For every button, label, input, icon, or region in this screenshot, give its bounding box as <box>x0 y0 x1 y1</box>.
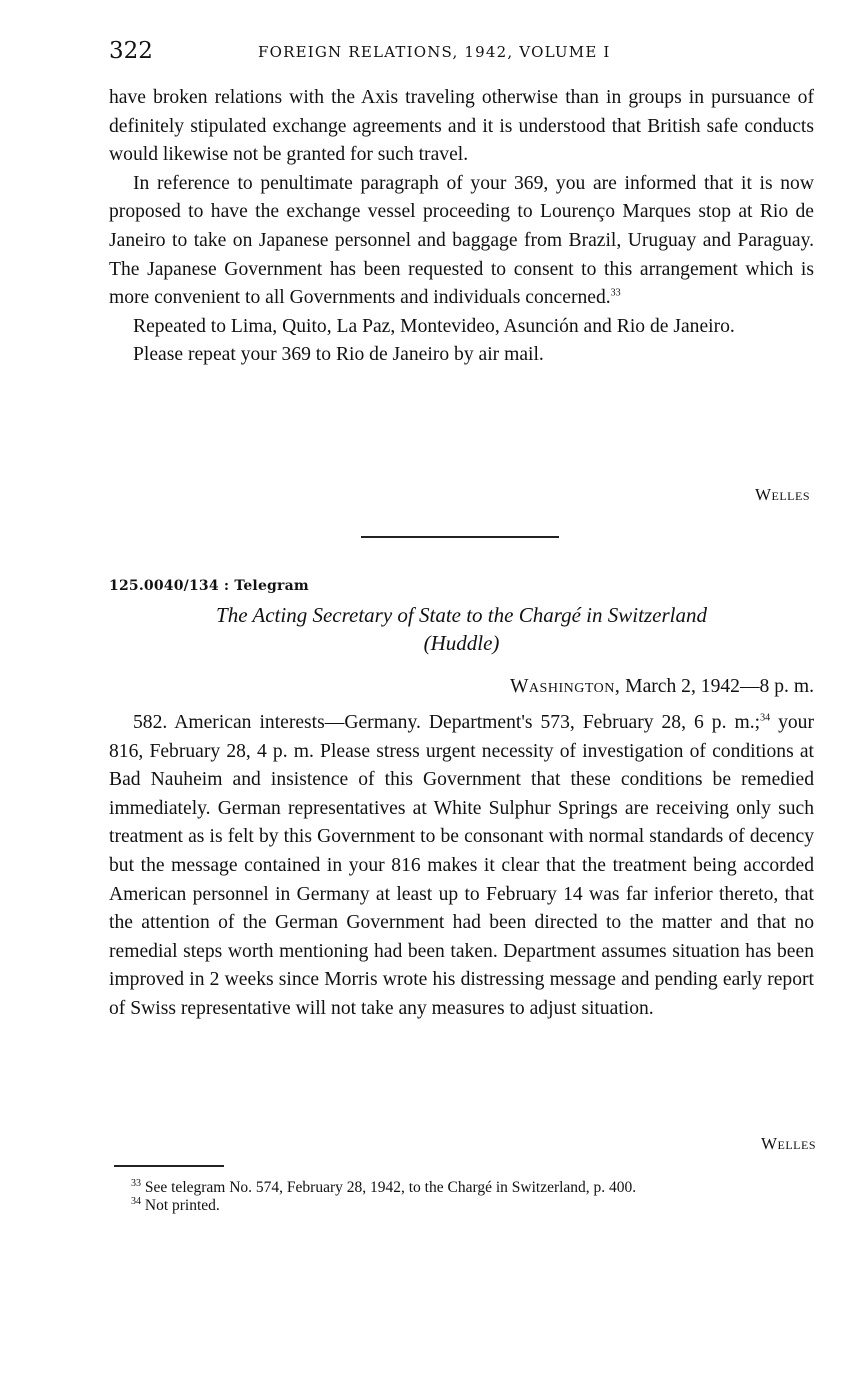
doc2-paragraph-1-start: 582. American interests—Germany. Department's 573, February 28, 6 p. m.; <box>133 712 761 733</box>
footnote-marker: 34 <box>131 1195 141 1207</box>
page-header <box>109 38 814 70</box>
doc2-paragraph-1-rest: your 816, February 28, 4 p. m. Please stress urgent necessity of investigation of conditions at Bad Nauheim and insistence of this Government that these conditions be remedied immediately. German representatives at White Sulphur Springs are receiving only such treatment as is felt by this Government to be consonant with normal standards of decency but the message contained in your 816 makes it clear that the treatment being accorded American personnel in Germany at least up to February 14 was far inferior thereto, that the attention of the German Government had been directed to the matter and that no remedial steps worth mentioning had been taken. Department assumes situation has been improved in 2 weeks since Morris wrote his distressing message and pending early report of Swiss representative will not take any measures to adjust situation. <box>109 712 814 1019</box>
footnote-divider <box>114 1165 224 1167</box>
doc1-paragraph-4: Please repeat your 369 to Rio de Janeiro by air mail. <box>133 344 544 366</box>
dateline <box>510 676 814 698</box>
page-number: 322 <box>109 38 153 64</box>
footnote-text: Not printed. <box>141 1197 220 1214</box>
footnote-marker: 33 <box>131 1177 141 1189</box>
doc2-signature: Welles <box>760 1134 816 1153</box>
footnote-34 <box>131 1197 821 1215</box>
footnote-33 <box>131 1179 821 1197</box>
dateline-place: Washington, <box>509 676 621 697</box>
footnote-ref-34: 34 <box>760 712 771 724</box>
title-line-1: The Acting Secretary of State to the Chargé in Switzerland <box>216 603 707 627</box>
footnotes <box>131 1179 821 1215</box>
doc1-signature: Welles <box>754 485 810 504</box>
document-title <box>109 601 814 657</box>
file-reference: 125.0040/134 : Telegram <box>109 578 309 594</box>
doc2-paragraph-1 <box>109 709 814 1024</box>
dateline-date: March 2, 1942—8 p. m. <box>620 676 814 697</box>
section-divider <box>361 536 559 538</box>
footnote-text: See telegram No. 574, February 28, 1942, to the Chargé in Switzerland, p. 400. <box>141 1179 637 1196</box>
document-1-body <box>109 84 814 370</box>
doc1-paragraph-1: have broken relations with the Axis traveling otherwise than in groups in pursuance of definitely stipulated exchange agreements and it is understood that British safe conducts would likewise not be granted for such travel. <box>109 87 814 166</box>
document-2-body <box>109 709 814 1024</box>
running-head: FOREIGN RELATIONS, 1942, VOLUME I <box>258 43 611 61</box>
doc1-paragraph-2-text: In reference to penultimate paragraph of your 369, you are informed that it is now proposed to have the exchange vessel proceeding to Lourenço Marques stop at Rio de Janeiro to take on Japanese personnel and baggage from Brazil, Uruguay and Paraguay. The Japanese Government has been requested to consent to this arrangement which is more convenient to all Governments and individuals concerned. <box>109 172 814 309</box>
doc1-paragraph-2 <box>109 170 814 313</box>
title-line-2: (Huddle) <box>423 631 500 655</box>
doc1-paragraph-3: Repeated to Lima, Quito, La Paz, Montevideo, Asunción and Rio de Janeiro. <box>133 315 735 337</box>
footnote-ref-33: 33 <box>610 287 621 299</box>
